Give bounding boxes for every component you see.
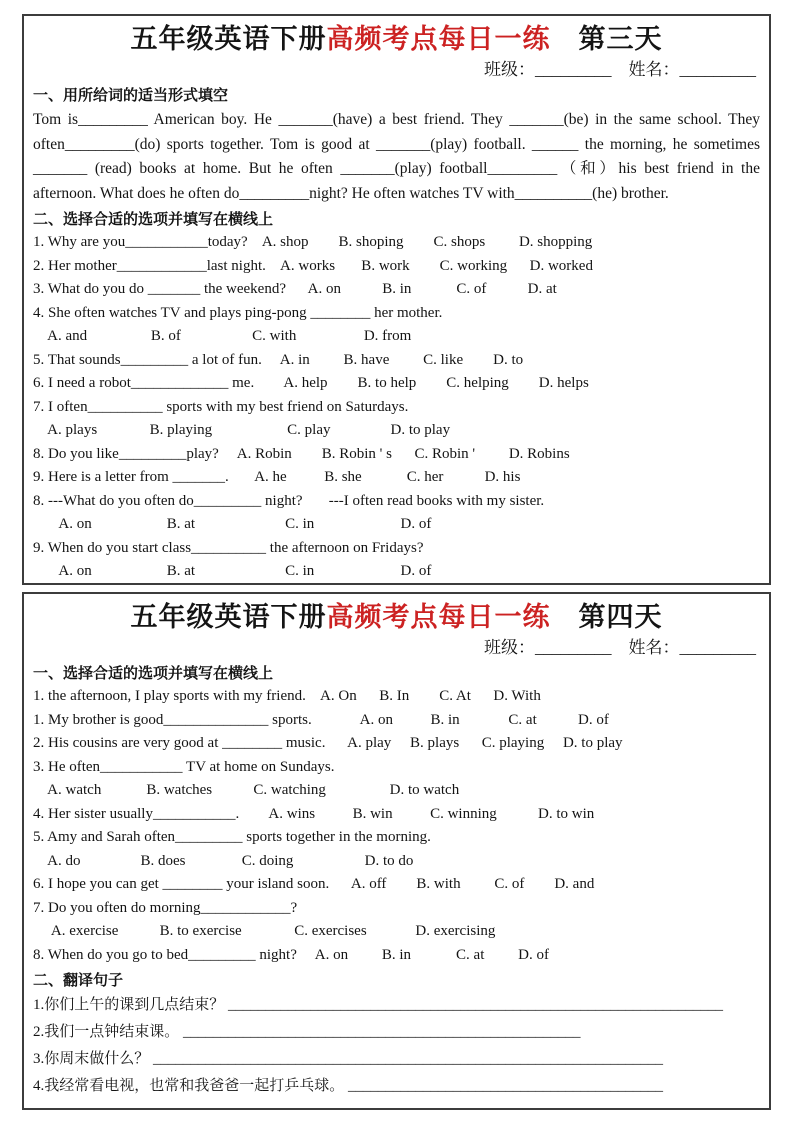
label-gap — [612, 60, 629, 79]
question-line: 8. When do you go to bed_________ night? A. on B. in C. at D. of — [33, 946, 549, 963]
question-line: 2. Her mother____________last night. A. works B. work C. working D. worked — [33, 257, 593, 274]
day4-title-part1: 五年级英语下册 — [130, 602, 327, 632]
class-label: 班级： — [484, 638, 535, 657]
question-line: 6. I need a robot_____________ me. A. help B. to help C. helping D. helps — [33, 375, 589, 391]
name-blank: _________ — [679, 638, 756, 657]
translation-line: 1.你们上午的课到几点结束？ __________________________________________________________________ — [33, 997, 724, 1013]
question-line: 3. What do you do _______ the weekend? A. on B. in C. of D. at — [33, 281, 557, 297]
day3-title-highlight: 高频考点每日一练 — [326, 24, 551, 54]
name-label: 姓名： — [628, 60, 680, 79]
question-line: 8. Do you like_________play? A. Robin B. Robin ' s C. Robin ' D. Robins — [33, 445, 570, 462]
option-line: A. on B. at C. in D. of — [33, 563, 432, 579]
worksheet-day4 — [22, 592, 771, 1110]
day3-title-day: 第三天 — [550, 24, 663, 54]
label-gap — [612, 638, 629, 657]
class-label: 班级： — [484, 60, 535, 79]
day3-cloze-passage: Tom is_________ American boy. He _______(have) a best friend. They _______(be) in the same school. They often_________(do) sports together. Tom is good at _______(play) football. ______ the morning, he sometimes _______ (read) books at home. But he often _______(play) football_________（和）his best friend in the afternoon. What does he often do_________night? He often watches TV with__________(he) brother. — [33, 111, 760, 202]
day4-title-highlight: 高频考点每日一练 — [326, 602, 551, 632]
option-line: A. exercise B. to exercise C. exercises D. exercising — [33, 923, 496, 939]
question-line: 5. Amy and Sarah often_________ sports together in the morning. — [33, 829, 431, 845]
translation-line: 3.你周末做什么？ ____________________________________________________________________ — [33, 1051, 664, 1067]
question-line: 4. Her sister usually___________. A. wins B. win C. winning D. to win — [33, 805, 595, 822]
question-line: 7. Do you often do morning____________? — [33, 899, 298, 916]
question-line: 5. That sounds_________ a lot of fun. A. in B. have C. like D. to — [33, 351, 524, 368]
question-line: 3. He often___________ TV at home on Sundays. — [33, 758, 335, 775]
question-line: 9. When do you start class__________ the afternoon on Fridays? — [33, 539, 424, 556]
question-line: 6. I hope you can get ________ your island soon. A. off B. with C. of D. and — [33, 876, 595, 892]
name-blank: _________ — [679, 60, 756, 79]
day4-section2-heading: 二、翻译句子 — [33, 973, 124, 989]
question-line: 4. She often watches TV and plays ping-pong ________ her mother. — [33, 304, 443, 321]
question-line: 8. ---What do you often do_________ night? ---I often read books with my sister. — [33, 492, 545, 509]
question-line: 1. Why are you___________today? A. shop B. shoping C. shops D. shopping — [33, 234, 593, 250]
class-blank: _________ — [535, 638, 612, 657]
question-line: 1. the afternoon, I play sports with my friend. A. On B. In C. At D. With — [33, 688, 541, 704]
day3-section2-heading: 二、选择合适的选项并填写在横线上 — [33, 212, 274, 228]
day3-class-name-line — [33, 58, 760, 82]
day4-class-name-line — [33, 636, 760, 660]
day3-title-part1: 五年级英语下册 — [130, 24, 327, 54]
worksheet-day3 — [22, 14, 771, 585]
option-line: A. do B. does C. doing D. to do — [33, 852, 414, 869]
option-line: A. on B. at C. in D. of — [33, 516, 432, 532]
option-line: A. watch B. watches C. watching D. to watch — [33, 782, 460, 798]
class-blank: _________ — [535, 60, 612, 79]
translation-line: 2.我们一点钟结束课。 _____________________________________________________ — [33, 1024, 581, 1040]
translation-line: 4.我经常看电视，也常和我爸爸一起打乒乓球。 __________________________________________ — [33, 1078, 664, 1094]
question-line: 2. His cousins are very good at ________ music. A. play B. plays C. playing D. to play — [33, 735, 623, 751]
question-line: 9. Here is a letter from _______. A. he B. she C. her D. his — [33, 469, 521, 485]
option-line: A. and B. of C. with D. from — [33, 328, 412, 344]
question-line: 1. My brother is good______________ sports. A. on B. in C. at D. of — [33, 711, 609, 728]
day4-title-day: 第四天 — [550, 602, 663, 632]
day3-title — [33, 22, 760, 56]
day3-section1-heading: 一、用所给词的适当形式填空 — [33, 88, 229, 104]
day4-section1-heading: 一、选择合适的选项并填写在横线上 — [33, 666, 274, 682]
day4-title — [33, 600, 760, 634]
option-line: A. plays B. playing C. play D. to play — [33, 422, 451, 438]
name-label: 姓名： — [628, 638, 680, 657]
question-line: 7. I often__________ sports with my best friend on Saturdays. — [33, 398, 409, 415]
